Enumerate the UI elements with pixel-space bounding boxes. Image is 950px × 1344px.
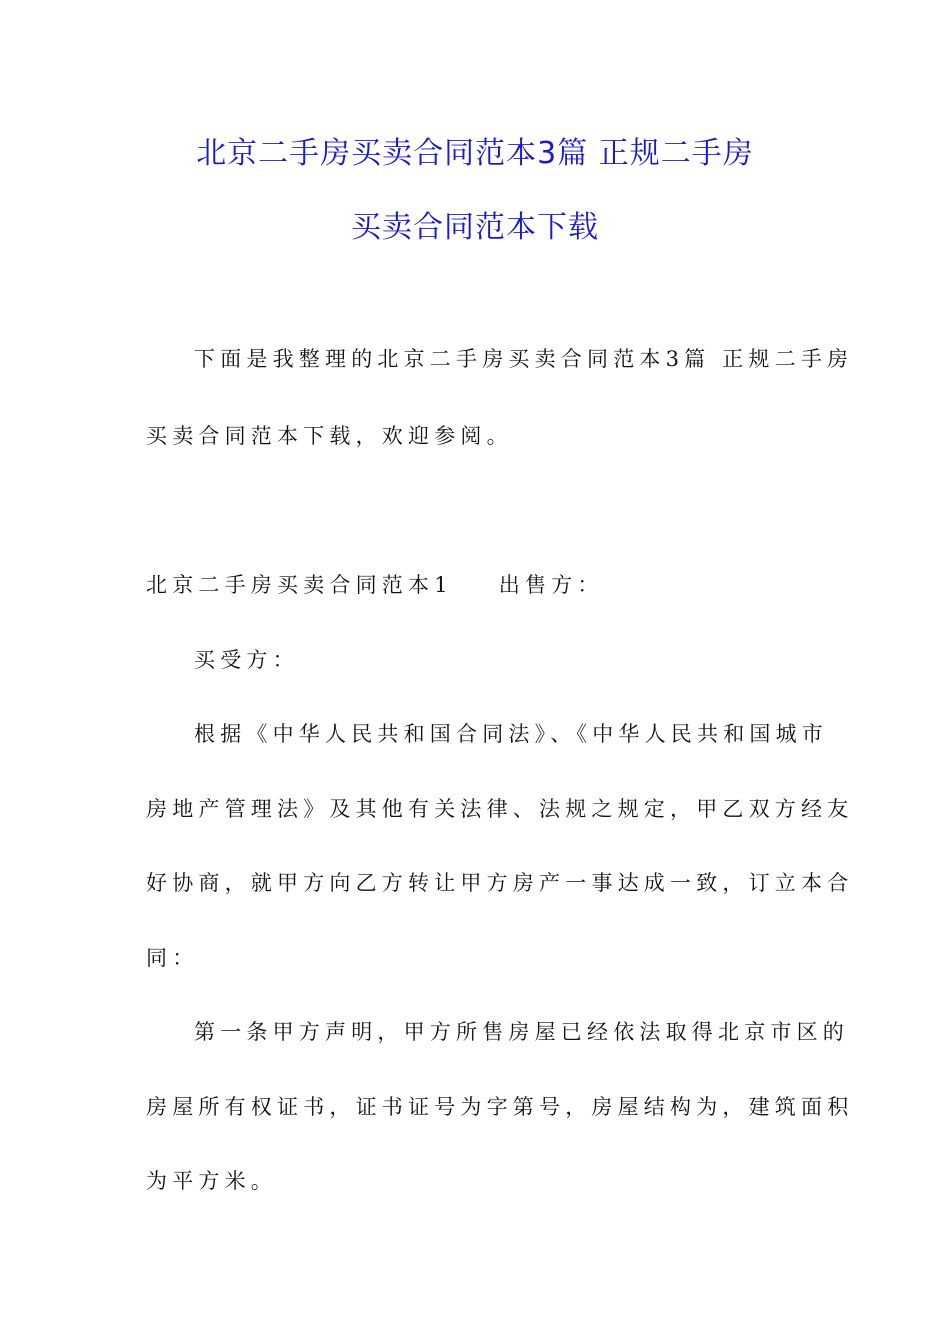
para1-line-2: 房地产管理法》及其他有关法律、法规之规定，甲乙双方经友 [146, 797, 854, 821]
section-heading: 北京二手房买卖合同范本1 [146, 573, 453, 597]
section-heading-row [146, 570, 604, 600]
document-title-line-1: 北京二手房买卖合同范本3篇 正规二手房 [196, 136, 754, 171]
document-title-line-2: 买卖合同范本下载 [351, 210, 599, 245]
para2-line-3: 为平方米。 [146, 1169, 277, 1193]
para1-line-1: 根据《中华人民共和国合同法》、《中华人民共和国城市 [194, 722, 828, 746]
seller-label: 出售方： [498, 573, 604, 597]
buyer-label: 买受方： [194, 648, 299, 672]
intro-line-2: 买卖合同范本下载，欢迎参阅。 [146, 424, 513, 448]
intro-line-1: 下面是我整理的北京二手房买卖合同范本3篇 正规二手房 [194, 347, 854, 371]
para2-line-1: 第一条甲方声明，甲方所售房屋已经依法取得北京市区的 [194, 1020, 849, 1044]
para1-line-3: 好协商，就甲方向乙方转让甲方房产一事达成一致，订立本合 [146, 871, 854, 895]
para2-line-2: 房屋所有权证书，证书证号为字第号，房屋结构为，建筑面积 [146, 1095, 854, 1119]
para1-line-4: 同： [146, 946, 199, 970]
